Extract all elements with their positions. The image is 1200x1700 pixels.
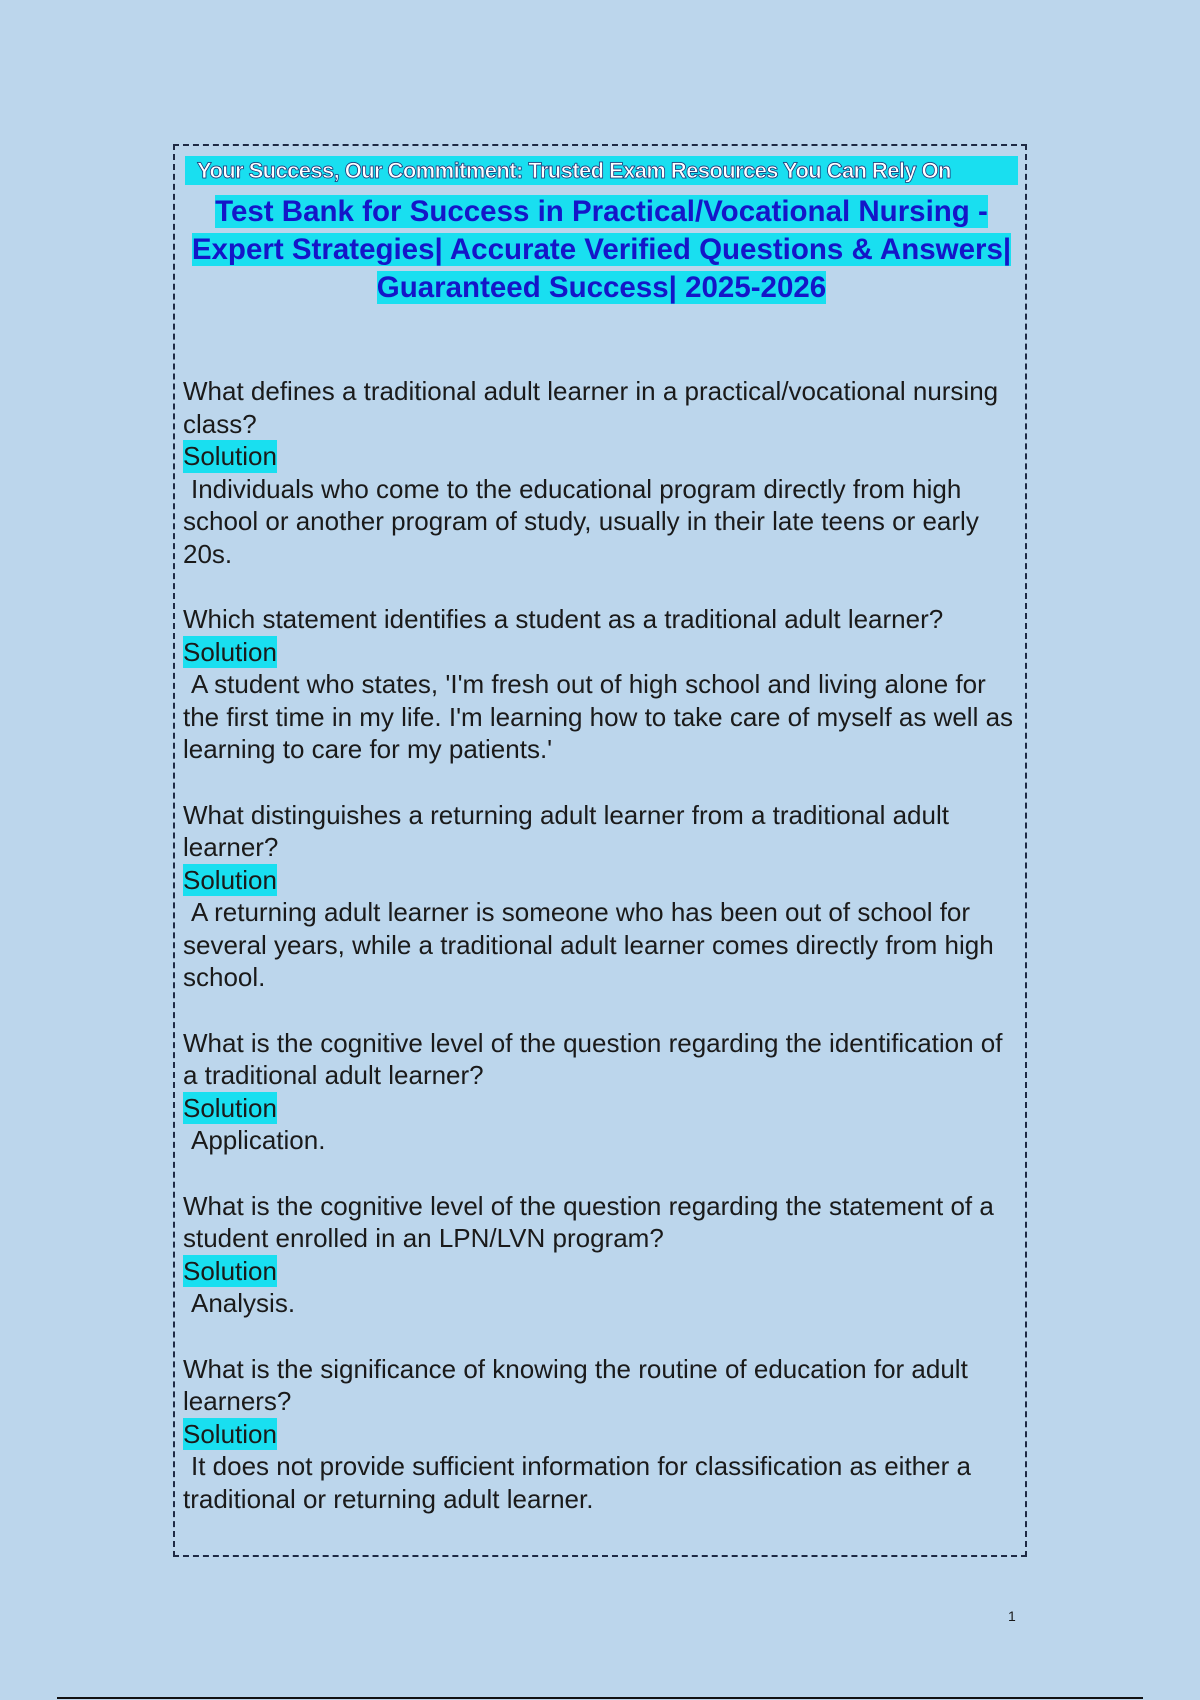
answer: Application. [191, 1125, 326, 1155]
document-title [183, 193, 1020, 307]
question: Which statement identifies a student as a traditional adult learner? [183, 604, 944, 634]
answer: A returning adult learner is someone who has been out of school for several years, while a traditional adult learner comes directly from high school. [183, 897, 994, 992]
qa-item [183, 1353, 1020, 1516]
solution-label: Solution [183, 441, 277, 471]
question: What is the significance of knowing the routine of education for adult learners? [183, 1353, 968, 1416]
qa-item [183, 1027, 1020, 1157]
solution-label: Solution [183, 1092, 277, 1123]
question: What distinguishes a returning adult learner from a traditional adult learner? [183, 799, 949, 862]
solution-label: Solution [183, 636, 277, 667]
page-number: 1 [1008, 1608, 1016, 1624]
question: What is the cognitive level of the question regarding the identification of a traditional adult learner? [183, 1027, 1003, 1090]
solution-label: Solution [183, 1255, 277, 1286]
banner: Your Success, Our Commitment: Trusted Exam Resources You Can Rely On [185, 156, 1018, 185]
qa-list [183, 375, 1020, 1515]
solution-label: Solution [183, 1418, 277, 1449]
solution-label: Solution [183, 864, 277, 895]
answer: Individuals who come to the educational program directly from high school or another program of study, usually in their late teens or early 20s. [183, 473, 979, 569]
answer: Analysis. [191, 1288, 296, 1318]
qa-item [183, 375, 1020, 570]
question: What is the cognitive level of the question regarding the statement of a student enrolled in an LPN/LVN program? [183, 1190, 994, 1253]
qa-item [183, 603, 1020, 766]
document-title-text: Test Bank for Success in Practical/Vocational Nursing -Expert Strategies| Accurate Verified Questions & Answers| Guaranteed Success| 2025-2026 [191, 195, 1012, 304]
answer: It does not provide sufficient information for classification as either a traditional or returning adult learner. [183, 1451, 971, 1514]
answer: A student who states, 'I'm fresh out of high school and living alone for the first time in my life. I'm learning how to take care of myself as well as learning to care for my patients.' [183, 669, 1014, 764]
qa-item [183, 799, 1020, 994]
document-frame [173, 144, 1027, 1557]
bottom-divider [57, 1697, 1143, 1699]
question: What defines a traditional adult learner in a practical/vocational nursing class? [183, 376, 999, 439]
qa-item [183, 1190, 1020, 1320]
